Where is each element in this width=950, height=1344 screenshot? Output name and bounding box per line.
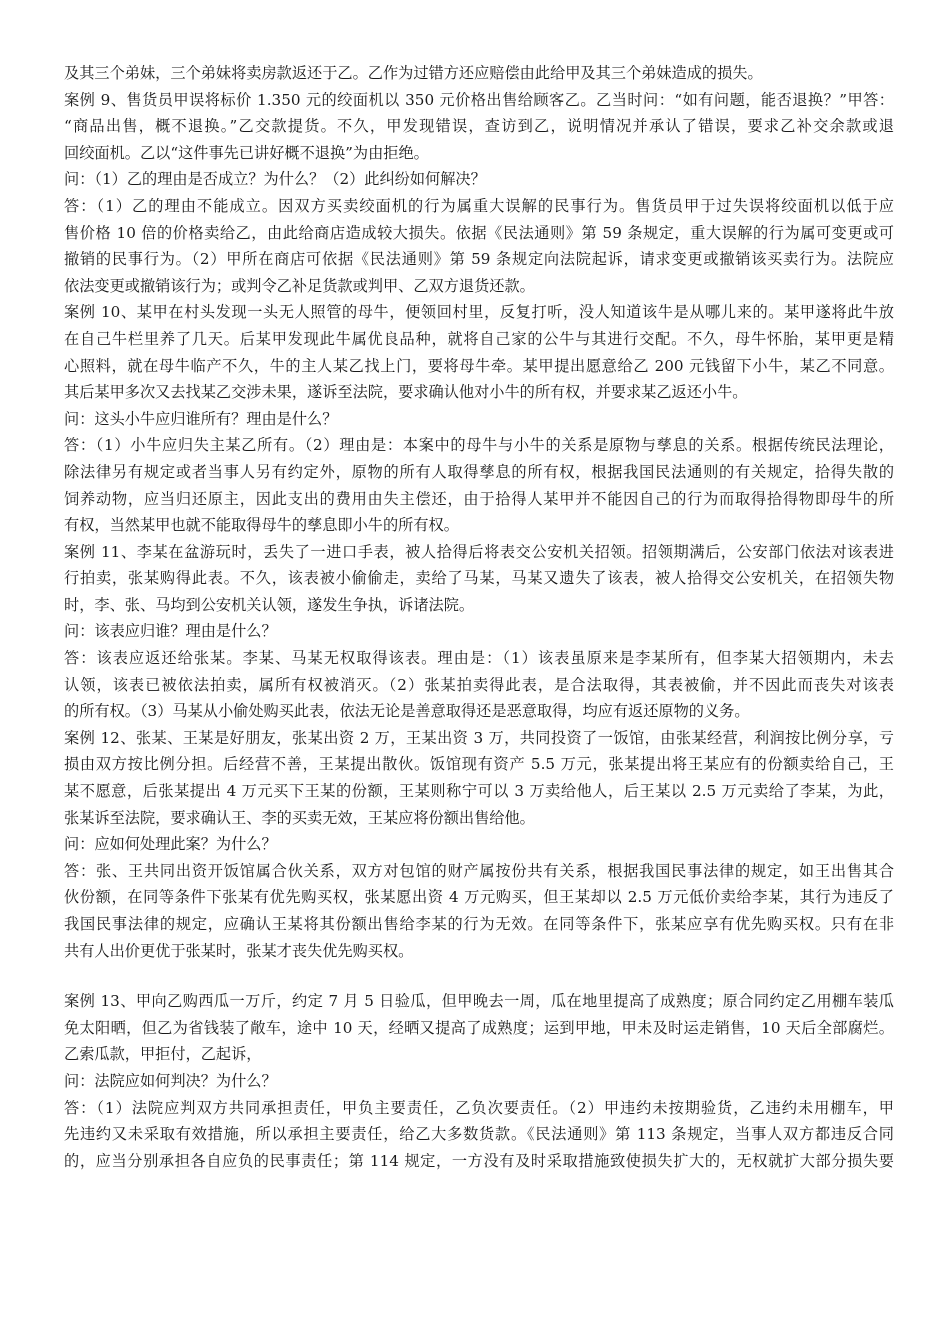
- text-line: 其后某甲多次又去找某乙交涉未果，遂诉至法院，要求确认他对小牛的所有权，并要求某乙返还小牛。: [64, 383, 748, 402]
- text-line: 饲养动物，应当归还原主，因此支出的费用由失主偿还，由于拾得人某甲并不能因自己的行为而取得拾得物即母牛的所: [64, 489, 894, 508]
- text-line: 共有人出价更优于张某时，张某才丧失优先购买权。: [64, 941, 414, 960]
- text-line: 张某诉至法院，要求确认王、李的买卖无效，王某应将份额出售给他。: [64, 808, 535, 827]
- question-line: 问：这头小牛应归谁所有？理由是什么？: [64, 409, 338, 428]
- document-page: [64, 60, 894, 1174]
- text-line: 先违约又未采取有效措施，所以承担主要责任，给乙大多数货款。《民法通则》第 113 条规定，当事人双方都违反合同: [64, 1125, 894, 1144]
- question-line: 问：（1）乙的理由是否成立？为什么？（2）此纠纷如何解决？: [64, 170, 486, 189]
- answer-line: 答：该表应返还给张某。李某、马某无权取得该表。理由是：（1）该表虽原来是李某所有，但李某大招领期内，未去: [64, 649, 894, 668]
- paragraph-gap: [64, 964, 894, 988]
- question-line: 问：该表应归谁？理由是什么？: [64, 622, 277, 641]
- text-line: “商品出售，概不退换。”乙交款提货。不久，甲发现错误，查访到乙，说明情况并承认了错误，要求乙补交余款或退: [64, 117, 894, 136]
- text-line: 除法律另有规定或者当事人另有约定外，原物的所有人取得孳息的所有权，根据我国民法通则的有关规定，拾得失散的: [64, 462, 894, 481]
- text-line: 依法变更或撤销该行为；或判令乙补足货款或判甲、乙双方退货还款。: [64, 276, 535, 295]
- case-13-heading: 案例 13、甲向乙购西瓜一万斤，约定 7 月 5 日验瓜，但甲晚去一周，瓜在地里提高了成熟度；原合同约定乙用棚车装瓜: [64, 992, 894, 1011]
- text-line: 心照料，就在母牛临产不久，牛的主人某乙找上门，要将母牛牵。某甲提出愿意给乙 200 元钱留下小牛，某乙不同意。: [64, 356, 894, 375]
- case-10-heading: 案例 10、某甲在村头发现一头无人照管的母牛，便领回村里，反复打听，没人知道该牛是从哪儿来的。某甲遂将此牛放: [64, 303, 894, 322]
- text-line: 免太阳晒，但乙为省钱装了敞车，途中 10 天，经晒又提高了成熟度；运到甲地，甲未及时运走销售，10 天后全部腐烂。: [64, 1018, 894, 1037]
- text-line: 撤销的民事行为。（2）甲所在商店可依据《民法通则》第 59 条规定向法院起诉，请求变更或撤销该买卖行为。法院应: [64, 250, 894, 269]
- answer-line: 答：（1）法院应判双方共同承担责任，甲负主要责任，乙负次要责任。（2）甲违约未按期验货，乙违约未用棚车，甲: [64, 1098, 894, 1117]
- text-line: 损由双方按比例分担。后经营不善，王某提出散伙。饭馆现有资产 5.5 万元，张某提出将王某应有的份额卖给自己，王: [64, 755, 894, 774]
- text-line: 乙索瓜款，甲拒付，乙起诉，: [64, 1045, 262, 1064]
- question-line: 问：应如何处理此案？为什么？: [64, 835, 277, 854]
- text-line: 有权，当然某甲也就不能取得母牛的孳息即小牛的所有权。: [64, 516, 459, 535]
- answer-line: 答：（1）小牛应归失主某乙所有。（2）理由是：本案中的母牛与小牛的关系是原物与孳息的关系。根据传统民法理论，: [64, 436, 894, 455]
- case-11-heading: 案例 11、李某在盆游玩时，丢失了一进口手表，被人拾得后将表交公安机关招领。招领期满后，公安部门依法对该表进: [64, 542, 894, 561]
- question-line: 问：法院应如何判决？为什么？: [64, 1071, 277, 1090]
- case-12-heading: 案例 12、张某、王某是好朋友，张某出资 2 万，王某出资 3 万，共同投资了一饭馆，由张某经营，利润按比例分享，亏: [64, 728, 894, 747]
- text-line: 在自己牛栏里养了几天。后某甲发现此牛属优良品种，就将自己家的公牛与其进行交配。不久，母牛怀胎，某甲更是精: [64, 329, 894, 348]
- text-line: 我国民事法律的规定，应确认王某将其份额出售给李某的行为无效。在同等条件下，张某应享有优先购买权。只有在非: [64, 915, 894, 933]
- answer-line: 答：张、王共同出资开饭馆属合伙关系，双方对包馆的财产属按份共有关系，根据我国民事法律的规定，如王出售其合: [64, 861, 894, 880]
- text-line: 时，李、张、马均到公安机关认领，遂发生争执，诉诸法院。: [64, 595, 475, 614]
- text-line: 行拍卖，张某购得此表。不久，该表被小偷偷走，卖给了马某，马某又遗失了该表，被人拾得交公安机关，在招领失物: [64, 569, 894, 588]
- text-line: 伙份额，在同等条件下张某有优先购买权，张某愿出资 4 万元购买，但王某却以 2.5 万元低价卖给李某，其行为违反了: [64, 888, 894, 907]
- case-9-heading: 案例 9、售货员甲误将标价 1.350 元的绞面机以 350 元价格出售给顾客乙。乙当时问：“如有问题，能否退换？”甲答：: [64, 90, 894, 109]
- text-line: 售价格 10 倍的价格卖给乙，由此给商店造成较大损失。依据《民法通则》第 59 条规定，重大误解的行为属可变更或可: [64, 223, 894, 242]
- text-line: 某不愿意，后张某提出 4 万元买下王某的份额，王某则称宁可以 3 万卖给他人，后王某以 2.5 万元卖给了李某，为此，: [64, 782, 894, 801]
- answer-line: 答：（1）乙的理由不能成立。因双方买卖绞面机的行为属重大误解的民事行为。售货员甲于过失误将绞面机以低于应: [64, 196, 894, 215]
- text-line: 的，应当分别承担各自应负的民事责任；第 114 规定，一方没有及时采取措施致使损失扩大的，无权就扩大部分损失要: [64, 1151, 894, 1170]
- text-line: 认领，该表已被依法拍卖，属所有权被消灭。（2）张某拍卖得此表，是合法取得，其表被偷，并不因此而丧失对该表: [64, 675, 894, 694]
- text-line: 及其三个弟妹，三个弟妹将卖房款返还于乙。乙作为过错方还应赔偿由此给甲及其三个弟妹造成的损失。: [64, 64, 763, 82]
- text-line: 的所有权。（3）马某从小偷处购买此表，依法无论是善意取得还是恶意取得，均应有返还原物的义务。: [64, 702, 750, 721]
- text-line: 回绞面机。乙以“这件事先已讲好概不退换”为由拒绝。: [64, 143, 429, 162]
